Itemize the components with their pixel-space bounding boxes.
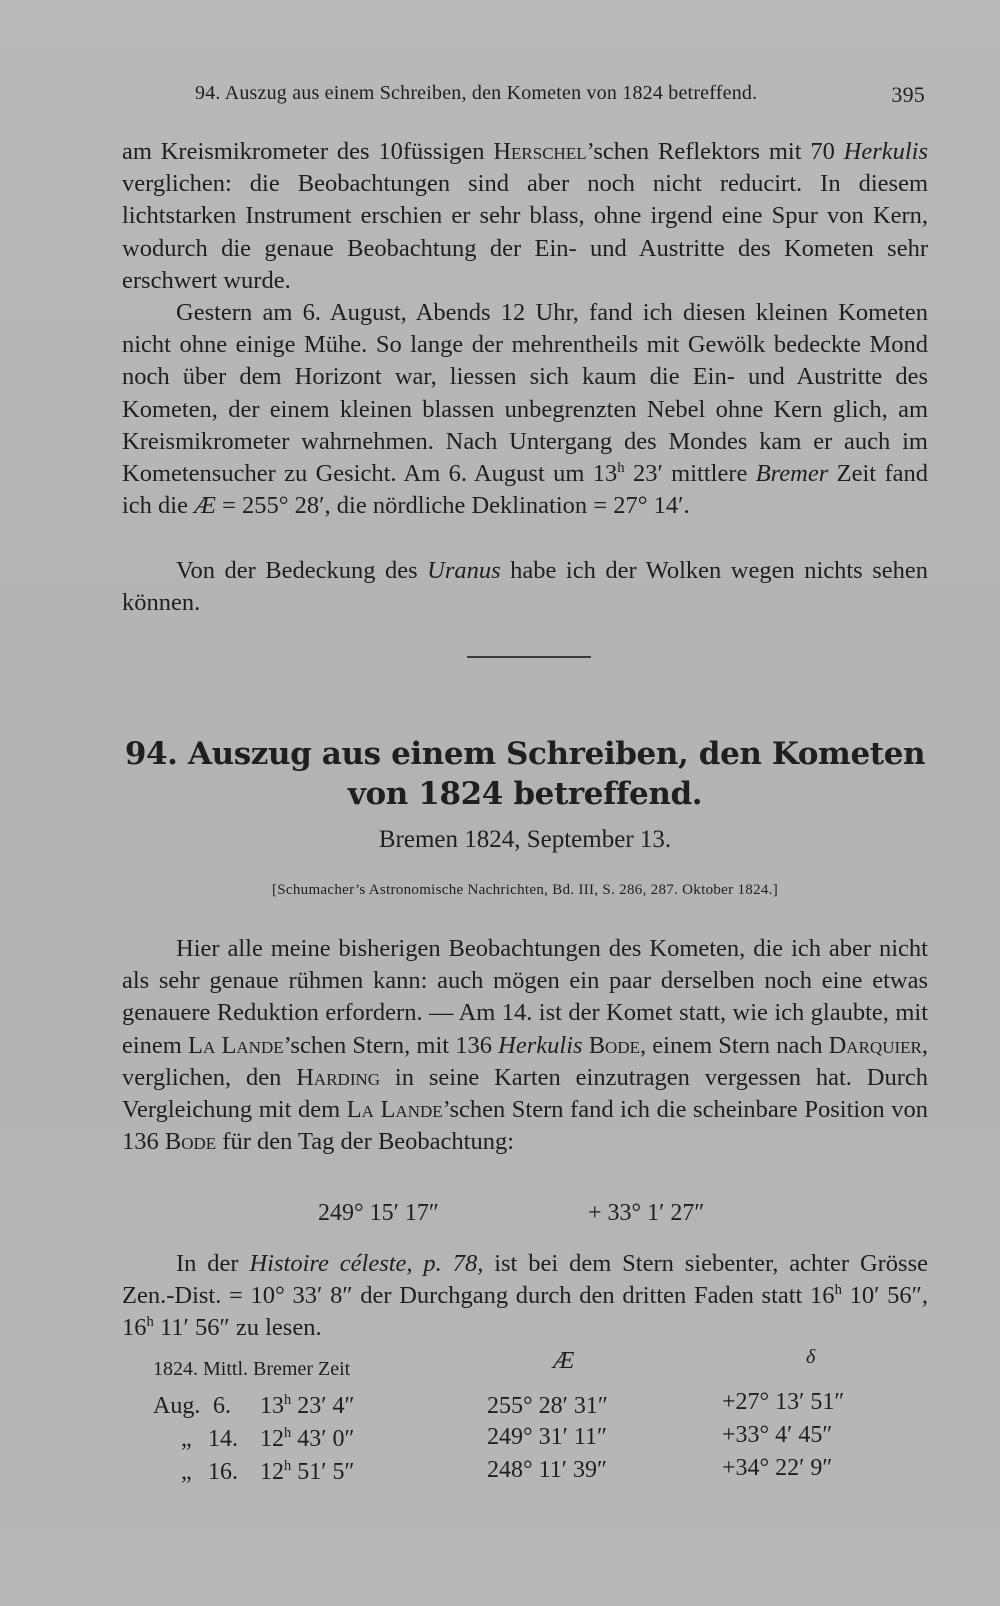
- text-run: verglichen: die Beobachtungen sind aber noch nicht reducirt. In diesem lichtstarken Instrument erschien er sehr blass, ohne irgend eine Spur von Kern, wodurch die genaue Beobachtung der Ein- und Austritte des Kometen sehr erschwert wurde.: [122, 170, 928, 294]
- time-minutes: 43′ 0″: [291, 1426, 355, 1452]
- text-run: Zeit fand ich die: [122, 460, 928, 520]
- text-run: am Kreismikrometer des 10füssigen: [122, 138, 494, 165]
- table-header-date: 1824. Mittl. Bremer Zeit: [153, 1358, 351, 1380]
- hour-superscript: h: [284, 1425, 292, 1441]
- running-header: [195, 82, 925, 105]
- text-run: , verglichen, den: [122, 1031, 928, 1091]
- running-title: 94. Auszug aus einem Schreiben, den Kometen von 1824 betreffend.: [195, 82, 758, 104]
- letter-dateline: Bremen 1824, September 13.: [378, 826, 672, 853]
- name-herkulis: Herkulis: [843, 138, 928, 165]
- paragraph-5: [122, 1248, 928, 1345]
- name-herschel: Herschel: [493, 138, 587, 165]
- formula-declination: + 33° 1′ 27″: [588, 1200, 705, 1226]
- time-minutes: 23′ 4″: [291, 1393, 355, 1419]
- time-hour: 13: [260, 1393, 284, 1419]
- text-run: 11′ 56″ zu lesen.: [153, 1314, 322, 1342]
- name-bode: Bode: [588, 1031, 640, 1059]
- source-citation: [Schumacher’s Astronomische Nachrichten, Bd. III, S. 286, 287. Oktober 1824.]: [271, 882, 779, 898]
- paragraph-3: [122, 555, 928, 619]
- name-harding: Harding: [296, 1063, 381, 1091]
- table-cell-month: „: [181, 1459, 192, 1485]
- table-cell-day: 6.: [213, 1393, 231, 1419]
- table-cell-day: 16.: [208, 1459, 238, 1485]
- hour-superscript: h: [834, 1282, 842, 1299]
- table-cell-month: Aug.: [153, 1393, 201, 1419]
- table-cell-ra: 255° 28′ 31″: [487, 1393, 608, 1419]
- text-run: Hier alle meine bisherigen Beobachtungen des Kometen, die ich aber nicht als sehr genaue rühmen kann: auch mögen ein paar derselben noch eine etwas genauere Reduktion erfordern. — Am 14. ist der Komet statt, wie ich glaubte, mit einem: [122, 935, 928, 1059]
- title-histoire-celeste: Histoire céleste, p. 78,: [249, 1250, 484, 1277]
- right-ascension-symbol: Æ: [194, 492, 216, 520]
- name-bode: Bode: [164, 1128, 217, 1156]
- paragraph-4: [122, 933, 928, 1158]
- section-title: 94. Auszug aus einem Schreiben, den Kometen von 1824 betreffend.: [124, 736, 926, 812]
- page-number: 395: [891, 82, 925, 107]
- text-run: in seine Karten einzutragen vergessen hat. Durch Vergleichung mit dem: [122, 1063, 929, 1124]
- name-herkulis: Herkulis: [498, 1031, 583, 1059]
- name-bremer: Bremer: [755, 460, 829, 488]
- table-cell-month: „: [181, 1426, 192, 1452]
- text-run: 23′ mittlere: [624, 460, 756, 488]
- hour-superscript: h: [284, 1392, 292, 1408]
- name-uranus: Uranus: [427, 557, 501, 584]
- text-run: Gestern am 6. August, Abends 12 Uhr, fand ich diesen kleinen Kometen nicht ohne einige Mühe. So lange der mehrentheils mit Gewölk bedeckte Mond noch über dem Horizont war, liessen sich kaum die Ein- und Austritte des Kometen, der einem kleinen blassen unbegrenzten Nebel ohne Kern glich, am Kreismikrometer wahrnehmen. Nach Untergang des Mondes kam er auch im Kometensucher zu Gesicht. Am 6. August um 13: [122, 299, 928, 488]
- text-run: , einem Stern nach: [639, 1031, 829, 1059]
- hour-superscript: h: [284, 1458, 292, 1474]
- table-cell-day: 14.: [208, 1426, 238, 1452]
- name-darquier: Darquier: [828, 1031, 922, 1059]
- text-run: ist bei dem Stern siebenter, achter Grösse Zen.-Dist. = 10° 33′ 8″ der Durchgang durch den dritten Faden statt 16: [122, 1250, 928, 1310]
- text-run: ’schen Reflektors mit 70: [586, 138, 844, 165]
- paragraph-2: [122, 297, 928, 522]
- section-divider: [467, 656, 591, 658]
- paragraph-1: [122, 136, 928, 297]
- text-run: für den Tag der Beobachtung:: [216, 1128, 515, 1156]
- time-hour: 12: [260, 1459, 284, 1485]
- table-cell-dec: +27° 13′ 51″: [722, 1389, 845, 1415]
- table-cell-dec: +33° 4′ 45″: [722, 1422, 833, 1448]
- time-minutes: 51′ 5″: [291, 1459, 355, 1485]
- table-cell-time: [260, 1426, 354, 1453]
- text-run: Von der Bedeckung des: [176, 557, 428, 584]
- text-run: In der: [176, 1250, 250, 1277]
- table-cell-time: [260, 1393, 354, 1420]
- table-header-dec: δ: [806, 1346, 816, 1368]
- name-lalande: La Lande: [188, 1031, 284, 1059]
- text-run: ’schen Stern fand ich die scheinbare Position von 136: [122, 1096, 928, 1156]
- formula-right-ascension: 249° 15′ 17″: [318, 1200, 439, 1226]
- text-run: ’schen Stern, mit 136: [283, 1031, 499, 1059]
- table-cell-ra: 248° 11′ 39″: [487, 1457, 607, 1483]
- hour-superscript: h: [146, 1314, 154, 1331]
- text-run: = 255° 28′, die nördliche Deklination = 27° 14′.: [215, 492, 690, 520]
- table-cell-time: [260, 1459, 354, 1486]
- text-run: habe ich der Wolken wegen nichts sehen können.: [122, 557, 928, 617]
- name-lalande: La Lande: [346, 1096, 443, 1124]
- table-header-ra: Æ: [553, 1348, 575, 1374]
- table-cell-ra: 249° 31′ 11″: [487, 1424, 607, 1450]
- text-run: 10′ 56″, 16: [122, 1282, 928, 1342]
- hour-superscript: h: [617, 459, 625, 476]
- time-hour: 12: [260, 1426, 284, 1452]
- table-cell-dec: +34° 22′ 9″: [722, 1455, 833, 1481]
